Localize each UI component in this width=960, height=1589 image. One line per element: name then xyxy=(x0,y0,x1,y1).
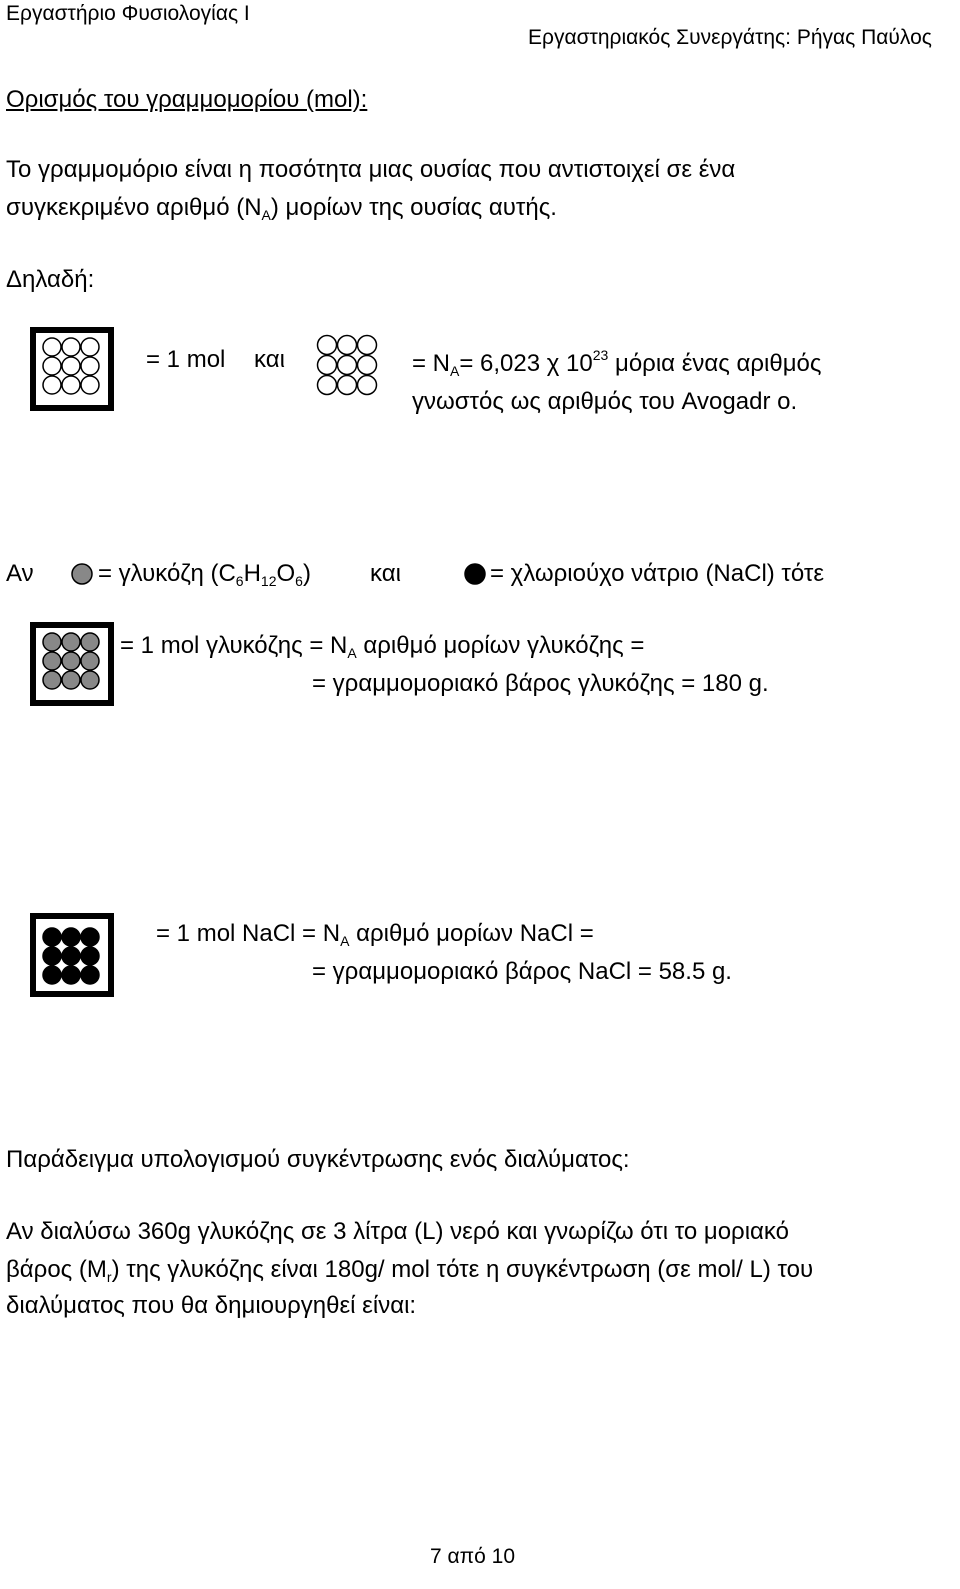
molecule-circle xyxy=(43,652,61,670)
molecule-circle xyxy=(43,966,61,984)
molecule-circle xyxy=(62,966,80,984)
molecule-circle xyxy=(81,671,99,689)
nacl-line1: = 1 mol NaCl = $N_A$ αριθμό μορίων NaCl = xyxy=(156,920,594,949)
molecule-circle xyxy=(43,633,61,651)
dilady-label: Δηλαδή: xyxy=(6,266,95,293)
avogadro-line1: = $N_A= 6,023$ χ $10^{23}$ μόρια ένας αριθμός xyxy=(412,347,822,379)
molecule-circle xyxy=(62,947,80,965)
molecule-circle xyxy=(62,338,80,356)
glucose-dot-icon xyxy=(71,563,93,585)
glucose-line2: = γραμμομοριακό βάρος γλυκόζης = 180 g. xyxy=(312,670,769,697)
molecule-circle xyxy=(81,376,99,394)
molecule-circle xyxy=(81,966,99,984)
avogadro-line2: γνωστός ως αριθμός του Avogadr o. xyxy=(412,388,798,415)
molecule-circle xyxy=(338,376,357,395)
nacl-legend: = χλωριούχο νάτριο (NaCl) τότε xyxy=(490,560,825,587)
molecule-circle xyxy=(338,336,357,355)
eq-1mol: = 1 mol xyxy=(146,346,226,373)
molecule-circle xyxy=(338,356,357,375)
molecule-circle xyxy=(62,652,80,670)
definition-heading: Ορισμός του γραμμομορίου (mol): xyxy=(6,86,368,113)
molecule-circle xyxy=(43,928,61,946)
molecule-circle xyxy=(62,357,80,375)
example-line3: διαλύματος που θα δημιουργηθεί είναι: xyxy=(6,1292,417,1319)
molecule-circle xyxy=(62,376,80,394)
glucose-mol-box-icon xyxy=(30,622,114,706)
molecule-circle xyxy=(318,376,337,395)
example-line1: Αν διαλύσω 360g γλυκόζης σε 3 λίτρα (L) νερό και γνωρίζω ότι το μοριακό xyxy=(6,1218,789,1245)
header-right: Εργαστηριακός Συνεργάτης: Ρήγας Παύλος xyxy=(528,26,932,49)
molecule-circle xyxy=(43,947,61,965)
molecule-circle xyxy=(81,928,99,946)
molecule-circle xyxy=(62,928,80,946)
mol-box-empty-icon xyxy=(30,327,114,411)
molecule-circle xyxy=(62,633,80,651)
example-heading: Παράδειγμα υπολογισμού συγκέντρωσης ενός διαλύματος: xyxy=(6,1146,630,1173)
glucose-legend: = γλυκόζη $(C_6H_{12}O_6)$ xyxy=(98,560,311,589)
molecule-circle xyxy=(43,671,61,689)
molecule-cluster-icon xyxy=(314,334,380,400)
definition-line2: συγκεκριμένο αριθμό $(N_A)$ μορίων της ουσίας αυτής. xyxy=(6,194,557,223)
an-label: Αν xyxy=(6,560,34,587)
header-left: Εργαστήριο Φυσιολογίας Ι xyxy=(6,2,250,25)
molecule-circle xyxy=(358,336,377,355)
molecule-circle xyxy=(318,356,337,375)
molecule-circle xyxy=(62,671,80,689)
molecule-circle xyxy=(43,338,61,356)
definition-line1: Το γραμμομόριο είναι η ποσότητα μιας ουσίας που αντιστοιχεί σε ένα xyxy=(6,156,736,183)
molecule-circle xyxy=(43,376,61,394)
molecule-circle xyxy=(81,652,99,670)
kai-1: και xyxy=(254,346,285,373)
glucose-line1: = 1 mol $\gamma\lambda\upsilon\kappa ό\zeta\eta\varsigma = N_A$ αριθμό μορίων γλυκόζης = xyxy=(120,632,645,661)
molecule-circle xyxy=(81,633,99,651)
nacl-mol-box-icon xyxy=(30,913,114,997)
molecule-circle xyxy=(358,356,377,375)
nacl-line2: = γραμμομοριακό βάρος NaCl = 58.5 g. xyxy=(312,958,732,985)
molecule-circle xyxy=(358,376,377,395)
molecule-circle xyxy=(81,357,99,375)
page-number: 7 από 10 xyxy=(430,1545,516,1568)
molecule-circle xyxy=(81,338,99,356)
molecule-circle xyxy=(318,336,337,355)
kai-2: και xyxy=(370,560,401,587)
molecule-circle xyxy=(81,947,99,965)
nacl-dot-icon xyxy=(464,563,486,585)
example-line2: βάρος $(M_r)$ της γλυκόζης είναι 180g/ mol τότε η συγκέντρωση (σε mol/ L) του xyxy=(6,1256,814,1285)
molecule-circle xyxy=(43,357,61,375)
